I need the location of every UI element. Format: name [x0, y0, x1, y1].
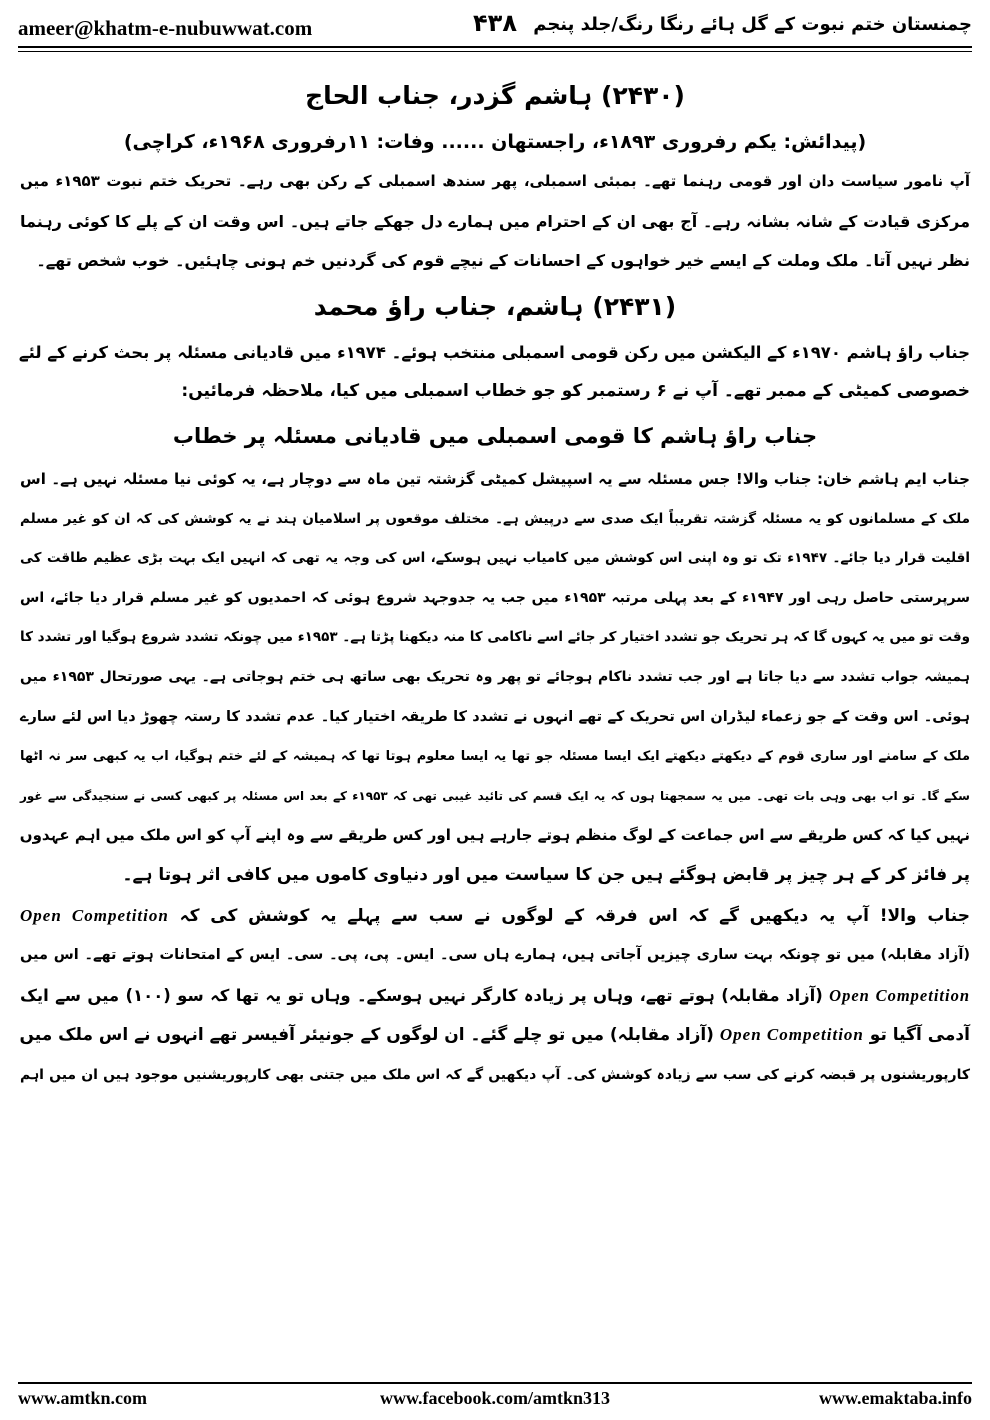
header-email: ameer@khatm-e-nubuwwat.com: [18, 16, 313, 40]
paragraph-line: سکے گا۔ تو اب بھی وہی بات تھی۔ میں یہ سمجھتا ہوں کہ یہ ایک قسم کی تائید غیبی تھی کہ ۱۹۵۳ء کے بعد اس مسئلہ پر کبھی کسی نے سنجیدگی سے غور: [20, 788, 970, 803]
paragraph-line: [20, 896, 970, 937]
speech-title: جناب راؤ ہاشم کا قومی اسمبلی میں قادیانی مسئلہ پر خطاب: [172, 423, 818, 448]
footer-rule: [18, 1382, 972, 1384]
header-rule: [18, 46, 972, 48]
paragraph-line: جناب ایم ہاشم خان: جناب والا! جس مسئلہ سے یہ اسپیشل کمیٹی گزشتہ تین ماہ سے دوچار ہے، یہ کوئی نیا مسئلہ نہیں ہے۔ اس: [20, 469, 970, 488]
paragraph-line: ملک کے مسلمانوں کو یہ مسئلہ گزشتہ تقریباً ایک صدی سے درپیش ہے۔ مختلف موقعوں پر اسلامیان ہند نے یہ کوشش کی کہ ان کو غیر مسلم: [20, 510, 970, 527]
footer-link-emaktaba[interactable]: www.emaktaba.info: [818, 1388, 972, 1408]
book-title: چمنستان ختم نبوت کے گل ہائے رنگا رنگ/جلد پنجم: [533, 14, 972, 35]
line-text: (آزاد مقابلہ) میں تو چلے گئے۔ ان لوگوں کے جونیئر آفیسر تھے انہوں نے اس ملک میں: [19, 1025, 714, 1046]
entry-dates: (پیدائش: یکم رفروری ۱۸۹۳ء، راجستھان ...... وفات: ۱۱رفروری ۱۹۶۸ء، کراچی): [123, 131, 867, 153]
paragraph-line: جناب راؤ ہاشم ۱۹۷۰ء کے الیکشن میں رکن قومی اسمبلی منتخب ہوئے۔ ۱۹۷۴ء میں قادیانی مسئلہ پر بحث کرنے کے لئے: [18, 342, 970, 362]
paragraph-line: ہوئی۔ اس وقت کے جو زعماء لیڈران اس تحریک کے تھے انہوں نے تشدد کا طریقہ اختیار کیا۔ عدم تشدد کا رستہ چھوڑ دیا اس لئے سارے: [20, 708, 970, 725]
paragraph-line: پر فائز کر کے ہر چیز پر قابض ہوگئے ہیں جن کا سیاست میں اور دنیاوی کاموں میں کافی اثر ہوتا ہے۔: [122, 864, 970, 885]
paragraph-line: اقلیت قرار دیا جائے۔ ۱۹۴۷ء تک تو وہ اپنی اس کوشش میں کامیاب نہیں ہوسکے، اس کی وجہ یہ تھی کہ انہیں ایک بہت بڑی عظیم طاقت کی: [20, 550, 970, 567]
paragraph-line: خصوصی کمیٹی کے ممبر تھے۔ آپ نے ۶ رستمبر کو جو خطاب اسمبلی میں کیا، ملاحظہ فرمائیں:: [181, 381, 970, 402]
english-term: Open Competition: [829, 985, 970, 1005]
paragraph-line: ملک کے سامنے اور ساری قوم کے دیکھتے دیکھتے ایک ایسا مسئلہ جو تھا یہ ایسا معلوم ہوتا تھا کہ ہمیشہ کے لئے ختم ہوگیا، اب یہ کبھی سر نہ اٹھا: [20, 749, 970, 765]
page-header: [18, 4, 972, 46]
paragraph-line: کارپوریشنوں پر قبضہ کرنے کی سب سے زیادہ کوشش کی۔ آپ دیکھیں گے کہ اس ملک میں جتنی بھی کارپوریشنیں موجود ہیں ان میں اہم: [20, 1066, 970, 1083]
paragraph-line: [20, 1015, 970, 1056]
footer-link-facebook[interactable]: www.facebook.com/amtkn313: [380, 1388, 610, 1408]
paragraph-line: وقت تو میں یہ کہوں گا کہ ہر تحریک جو تشدد اختیار کر جائے اسے ناکامی کا منہ دیکھنا پڑتا ہے۔ ۱۹۵۳ء میں چونکہ تشدد شروع ہوگیا اور تشدد کا: [20, 629, 970, 646]
paragraph-line: سرپرستی حاصل رہی اور ۱۹۴۷ء کے بعد پہلی مرتبہ ۱۹۵۳ء میں جب یہ جدوجہد شروع ہوئی کہ احمدیوں کو غیر مسلم قرار دیا جائے، اس: [20, 589, 970, 606]
header-rule-thin: [18, 51, 972, 52]
page-number: ۴۳۸: [473, 9, 517, 37]
english-term: Open Competition: [719, 1025, 864, 1045]
line-text: (آزاد مقابلہ) ہوتے تھے، وہاں پر زیادہ کارگر نہیں ہوسکے۔ وہاں تو یہ تھا کہ سو (۱۰۰) میں سے ایک: [20, 985, 823, 1005]
page-body: [20, 70, 970, 1095]
paragraph-line: نہیں کیا کہ کس طریقے سے اس جماعت کے لوگ منظم ہوتے جارہے ہیں اور کس طریقے سے وہ اپنے آپ کو اس ملک میں اہم عہدوں: [19, 826, 970, 845]
paragraph-line: آپ نامور سیاست دان اور قومی رہنما تھے۔ بمبئی اسمبلی، پھر سندھ اسمبلی کے رکن بھی رہے۔ تحریک ختم نبوت ۱۹۵۳ء میں: [20, 172, 970, 190]
paragraph-line: [20, 976, 970, 1016]
entry-heading: (۲۴۳۰) ہاشم گزدر، جناب الحاج: [305, 81, 685, 110]
line-text: آدمی آگیا تو: [869, 1025, 970, 1046]
paragraph-line: مرکزی قیادت کے شانہ بشانہ رہے۔ آج بھی ان کے احترام میں ہمارے دل جھکے جاتے ہیں۔ اس وقت ان کے پلے کا کوئی رہنما: [20, 211, 970, 231]
english-term: Open Competition: [20, 905, 169, 925]
paragraph-line: (آزاد مقابلہ) میں تو چونکہ بہت ساری چیزیں آجاتی ہیں، ہمارے ہاں سی۔ ایس۔ پی، پی۔ سی۔ ایس کے امتحانات ہوتے تھے۔ اس میں: [20, 947, 970, 964]
footer-link-amtkn[interactable]: www.amtkn.com: [18, 1388, 147, 1408]
entry-heading: (۲۴۳۱) ہاشم، جناب راؤ محمد: [313, 291, 677, 321]
paragraph-line: ہمیشہ جواب تشدد سے دیا جاتا ہے اور جب تشدد ناکام ہوجائے تو پھر وہ تحریک بھی ساتھ ہی ختم ہوجاتی ہے۔ یہی صورتحال ۱۹۵۳ء میں: [20, 668, 970, 685]
line-text: جناب والا! آپ یہ دیکھیں گے کہ اس فرقہ کے لوگوں نے سب سے پہلے یہ کوشش کی کہ: [179, 905, 970, 926]
page-footer: [18, 1388, 972, 1414]
paragraph-line: نظر نہیں آتا۔ ملک وملت کے ایسے خیر خواہوں کے احسانات کے نیچے قوم کی گردنیں خم ہونی چاہئیں۔ خوب شخص تھے۔: [36, 251, 970, 271]
